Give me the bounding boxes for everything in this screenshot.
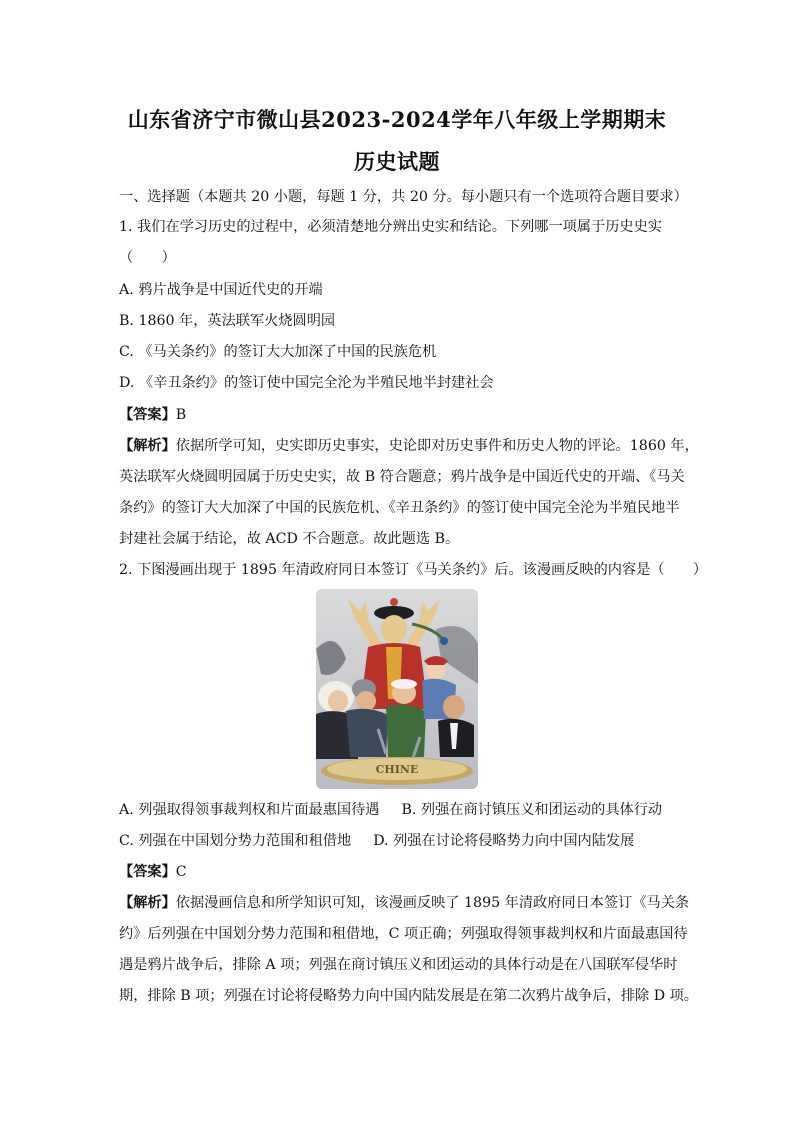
answer-tag: 【答案】 xyxy=(119,864,176,880)
question-1-option-d: D. 《辛丑条约》的签订使中国完全沦为半殖民地半封建社会 xyxy=(119,375,494,391)
question-2-option-b: B. 列强在商讨镇压义和团运动的具体行动 xyxy=(401,802,663,818)
answer-value: B xyxy=(175,407,187,423)
question-2-stem: 2. 下图漫画出现于 1895 年清政府同日本签订《马关条约》后。该漫画反映的内容是（ ） xyxy=(119,562,708,578)
answer-value: C xyxy=(175,864,187,880)
question-1-analysis-line-3: 条约》的签订大大加深了中国的民族危机、《辛丑条约》的签订使中国完全沦为半殖民地半 xyxy=(119,500,680,516)
cartoon-image xyxy=(316,589,478,789)
document-title: 山东省济宁市微山县2023-2024学年八年级上学期期末 xyxy=(127,107,667,132)
question-1-analysis-line-2: 英法联军火烧圆明园属于历史史实，故 B 符合题意；鸦片战争是中国近代史的开端、《马关 xyxy=(119,469,685,485)
question-2-option-c: C. 列强在中国划分势力范围和租借地 xyxy=(119,833,352,849)
question-1-stem: 1. 我们在学习历史的过程中，必须清楚地分辨出史实和结论。下列哪一项属于历史史实 xyxy=(119,219,662,235)
question-1-option-b: B. 1860 年，英法联军火烧圆明园 xyxy=(119,313,336,329)
cartoon-caption: CHINE xyxy=(375,763,419,776)
question-1-answer xyxy=(119,405,691,425)
question-1-bracket: （ ） xyxy=(119,250,176,266)
section-heading: 一、选择题（本题共 20 小题，每题 1 分，共 20 分。每小题只有一个选项符合题目要求） xyxy=(119,189,688,205)
document-subtitle: 历史试题 xyxy=(354,149,440,174)
question-2-analysis-line-1 xyxy=(119,893,691,913)
analysis-tag: 【解析】 xyxy=(119,895,176,911)
question-2-option-a: A. 列强取得领事裁判权和片面最惠国待遇 xyxy=(119,802,380,818)
question-2-analysis-line-2: 约》后列强在中国划分势力范围和租借地，C 项正确；列强取得领事裁判权和片面最惠国待 xyxy=(119,926,688,942)
analysis-text: 依据所学可知，史实即历史事实，史论即对历史事件和历史人物的评论。1860 年， xyxy=(175,438,699,454)
question-2-options-row-1 xyxy=(119,800,691,820)
analysis-text: 依据漫画信息和所学知识可知，该漫画反映了 1895 年清政府同日本签订《马关条 xyxy=(175,895,690,911)
question-2-option-d: D. 列强在讨论将侵略势力向中国内陆发展 xyxy=(373,833,635,849)
answer-tag: 【答案】 xyxy=(119,407,176,423)
question-1-analysis-line-4: 封建社会属于结论，故 ACD 不合题意。故此题选 B。 xyxy=(119,531,460,547)
question-1-option-c: C. 《马关条约》的签订大大加深了中国的民族危机 xyxy=(119,344,437,360)
question-2-analysis-line-4: 期，排除 B 项；列强在讨论将侵略势力向中国内陆发展是在第二次鸦片战争后，排除 D 项。 xyxy=(119,988,698,1004)
analysis-tag: 【解析】 xyxy=(119,438,176,454)
question-1-option-a: A. 鸦片战争是中国近代史的开端 xyxy=(119,282,323,298)
question-2-options-row-2 xyxy=(119,831,691,851)
question-2-answer xyxy=(119,862,691,882)
question-2-analysis-line-3: 遇是鸦片战争后，排除 A 项；列强在商讨镇压义和团运动的具体行动是在八国联军侵华时 xyxy=(119,957,678,973)
question-1-analysis-line-1 xyxy=(119,436,699,456)
